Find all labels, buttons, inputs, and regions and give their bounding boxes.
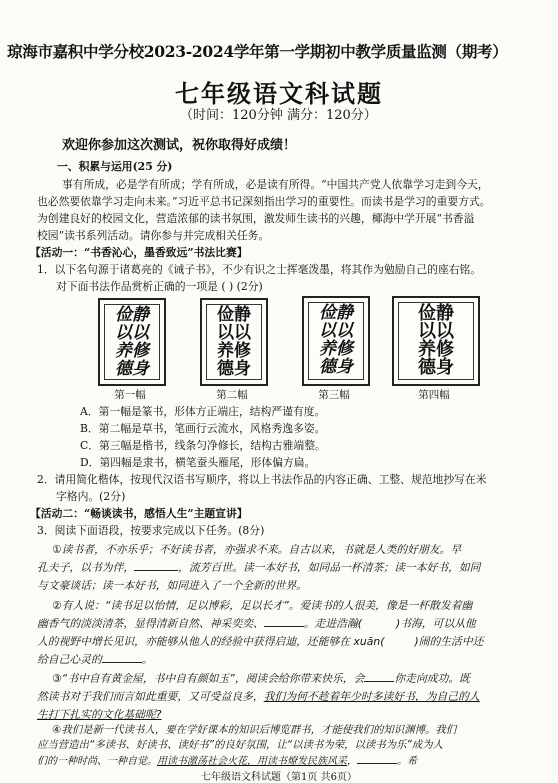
option-c: C．第三幅是楷书，线条匀净修长，结构古雅端整。	[80, 439, 326, 452]
section1-heading: 一、积累与运用(25 分)	[57, 160, 173, 173]
welcome-text: 欢迎你参加这次测试，祝你取得好成绩！	[62, 138, 297, 153]
calligraphy-artwork-3	[302, 296, 370, 386]
calligraphy-artwork-4	[392, 296, 480, 386]
para3-line: 然读书对于我们而言如此重要，又可受益良多，我们为何不趁着年少时多读好书，为自己的人	[37, 690, 480, 703]
para4-line: 应当营造出“多读书、好读书、读好书”的良好氛围，让“以读书为荣，以读书为乐”成为人	[37, 739, 443, 751]
artwork-line: 养修	[217, 341, 251, 361]
q3-line: 3．阅读下面语段，按要求完成以下任务。(8分)	[37, 524, 265, 537]
answer-blank[interactable]	[357, 752, 397, 764]
para1-line: 与文豪谈话；读一本好书，如同进入了一个全新的世界。	[37, 579, 307, 592]
para2-line: 给自己心灵的 。	[37, 653, 153, 666]
artwork-line: 德身	[418, 357, 454, 378]
underlined-sentence: 我们为何不趁着年少时多读好书，为自己的人	[263, 690, 480, 703]
artwork-line: 俭静	[418, 303, 454, 324]
para2-line: ②有人说：“读书足以怡情，足以博彩，足以长才”。爱读书的人很美，像是一杯散发着幽	[52, 599, 473, 612]
calligraphy-artwork-2	[200, 298, 268, 386]
intro-line: 事有所成，必是学有所成；学有所成，必是读有所得。“中国共产党人依靠学习走到今天，	[62, 178, 489, 191]
option-b: B．第二幅是草书，笔画行云流水，风格秀逸多姿。	[80, 422, 326, 435]
option-d: D．第四幅是隶书，横笔蚕头雁尾，形体偏方扁。	[80, 456, 316, 469]
option-a: A．第一幅是篆书，形体方正端庄，结构严谨有度。	[80, 405, 326, 418]
underlined-sentence: 生打下扎实的文化基础呢?	[37, 708, 162, 721]
exam-title: 七年级语文科试题	[175, 79, 383, 108]
artwork-line: 俭静	[217, 305, 251, 325]
para2-line: 人的视野中增长见识，亦能够从他人的经验中获得启迪，还能够在 xuān( )闹的生活中还	[37, 635, 484, 648]
q1-line: 对下面书法作品赏析正确的一项是 ( ) (2分)	[56, 280, 263, 293]
exam-info: （时间：120分钟 满分：120分）	[180, 108, 377, 123]
para4-line: ④我们是新一代读书人，要在学好课本的知识后博览群书，才能使我们的知识渊博。我们	[52, 724, 457, 736]
intro-line: 也必然要依靠学习走向未来。”习近平总书记深刻指出学习的重要性。而读书是学习的重要方式。	[37, 195, 491, 208]
intro-line: 为创建良好的校园文化，营造浓郁的读书氛围，激发师生读书的兴趣，椰海中学开展“书香溢	[37, 212, 475, 225]
q2-line: 字格内。(2分)	[56, 490, 126, 503]
exam-header: 琼海市嘉积中学分校2023-2024学年第一学期初中教学质量监测（期考）	[7, 42, 508, 61]
q1-line: 1．以下名句源于诸葛亮的《诫子书》，不少有识之士挥毫泼墨，将其作为勉励自己的座右铭。	[37, 263, 482, 276]
para1-line: ①读书者，不亦乐乎；不好读书者，亦强求不来。自古以来，书就是人类的好朋友。早	[52, 543, 462, 556]
para4-line: 们的一种时尚、一种自觉。用读书激荡社会火花，用读书燎发民族风采， 。希	[37, 752, 547, 770]
artwork-caption: 第二幅	[216, 389, 248, 401]
artwork-line: 俭静	[319, 303, 353, 323]
page-footer: 七年级语文科试题（第1页 共6页）	[201, 772, 357, 783]
artwork-caption: 第三幅	[318, 389, 350, 401]
calligraphy-artwork-1	[98, 298, 166, 386]
answer-blank[interactable]	[264, 615, 304, 627]
para3-line: ③“书中自有黄金屋，书中自有颜如玉”，阅读会给你带来快乐，会 你走向成功。既	[52, 672, 470, 685]
artwork-line: 德身	[115, 359, 149, 379]
activity2-heading: 【活动二：“畅谈读书，感悟人生”主题宣讲】	[30, 507, 248, 520]
artwork-line: 养修	[115, 341, 149, 361]
underlined-sentence: 用读书激荡社会火花，用读书燎发民族风采	[157, 756, 347, 767]
artwork-line: 养修	[418, 339, 454, 360]
para2-line: 幽香气的淡淡清茶，显得清新自然、神采奕奕、 。走进浩瀚( )书海，可以从他	[37, 617, 476, 630]
activity1-heading: 【活动一：“书香沁心，墨香致远”书法比赛】	[30, 246, 248, 259]
q2-line: 2．请用简化楷体，按现代汉语书写顺序，将以上书法作品的内容正确、工整、规范地抄写在米	[37, 473, 487, 486]
artwork-line: 以以	[319, 321, 353, 341]
artwork-line: 以以	[418, 321, 454, 342]
para3-line	[37, 706, 537, 723]
artwork-line: 以以	[115, 323, 149, 343]
artwork-caption: 第一幅	[114, 389, 146, 401]
artwork-line: 德身	[217, 359, 251, 379]
artwork-line: 养修	[319, 339, 353, 359]
intro-line: 校园”读书系列活动。请你参与并完成相关任务。	[37, 229, 270, 242]
artwork-line: 德身	[319, 357, 353, 377]
artwork-line: 俭静	[115, 305, 149, 325]
answer-blank[interactable]	[134, 559, 178, 571]
artwork-line: 以以	[217, 323, 251, 343]
para1-line: 孔夫子，以书为伴， ，流芳百世。读一本好书，如同品一杯清茶；读一本好书，如同	[37, 561, 481, 574]
artwork-caption: 第四幅	[418, 389, 450, 401]
answer-blank[interactable]	[102, 651, 142, 663]
answer-blank[interactable]	[364, 670, 394, 682]
